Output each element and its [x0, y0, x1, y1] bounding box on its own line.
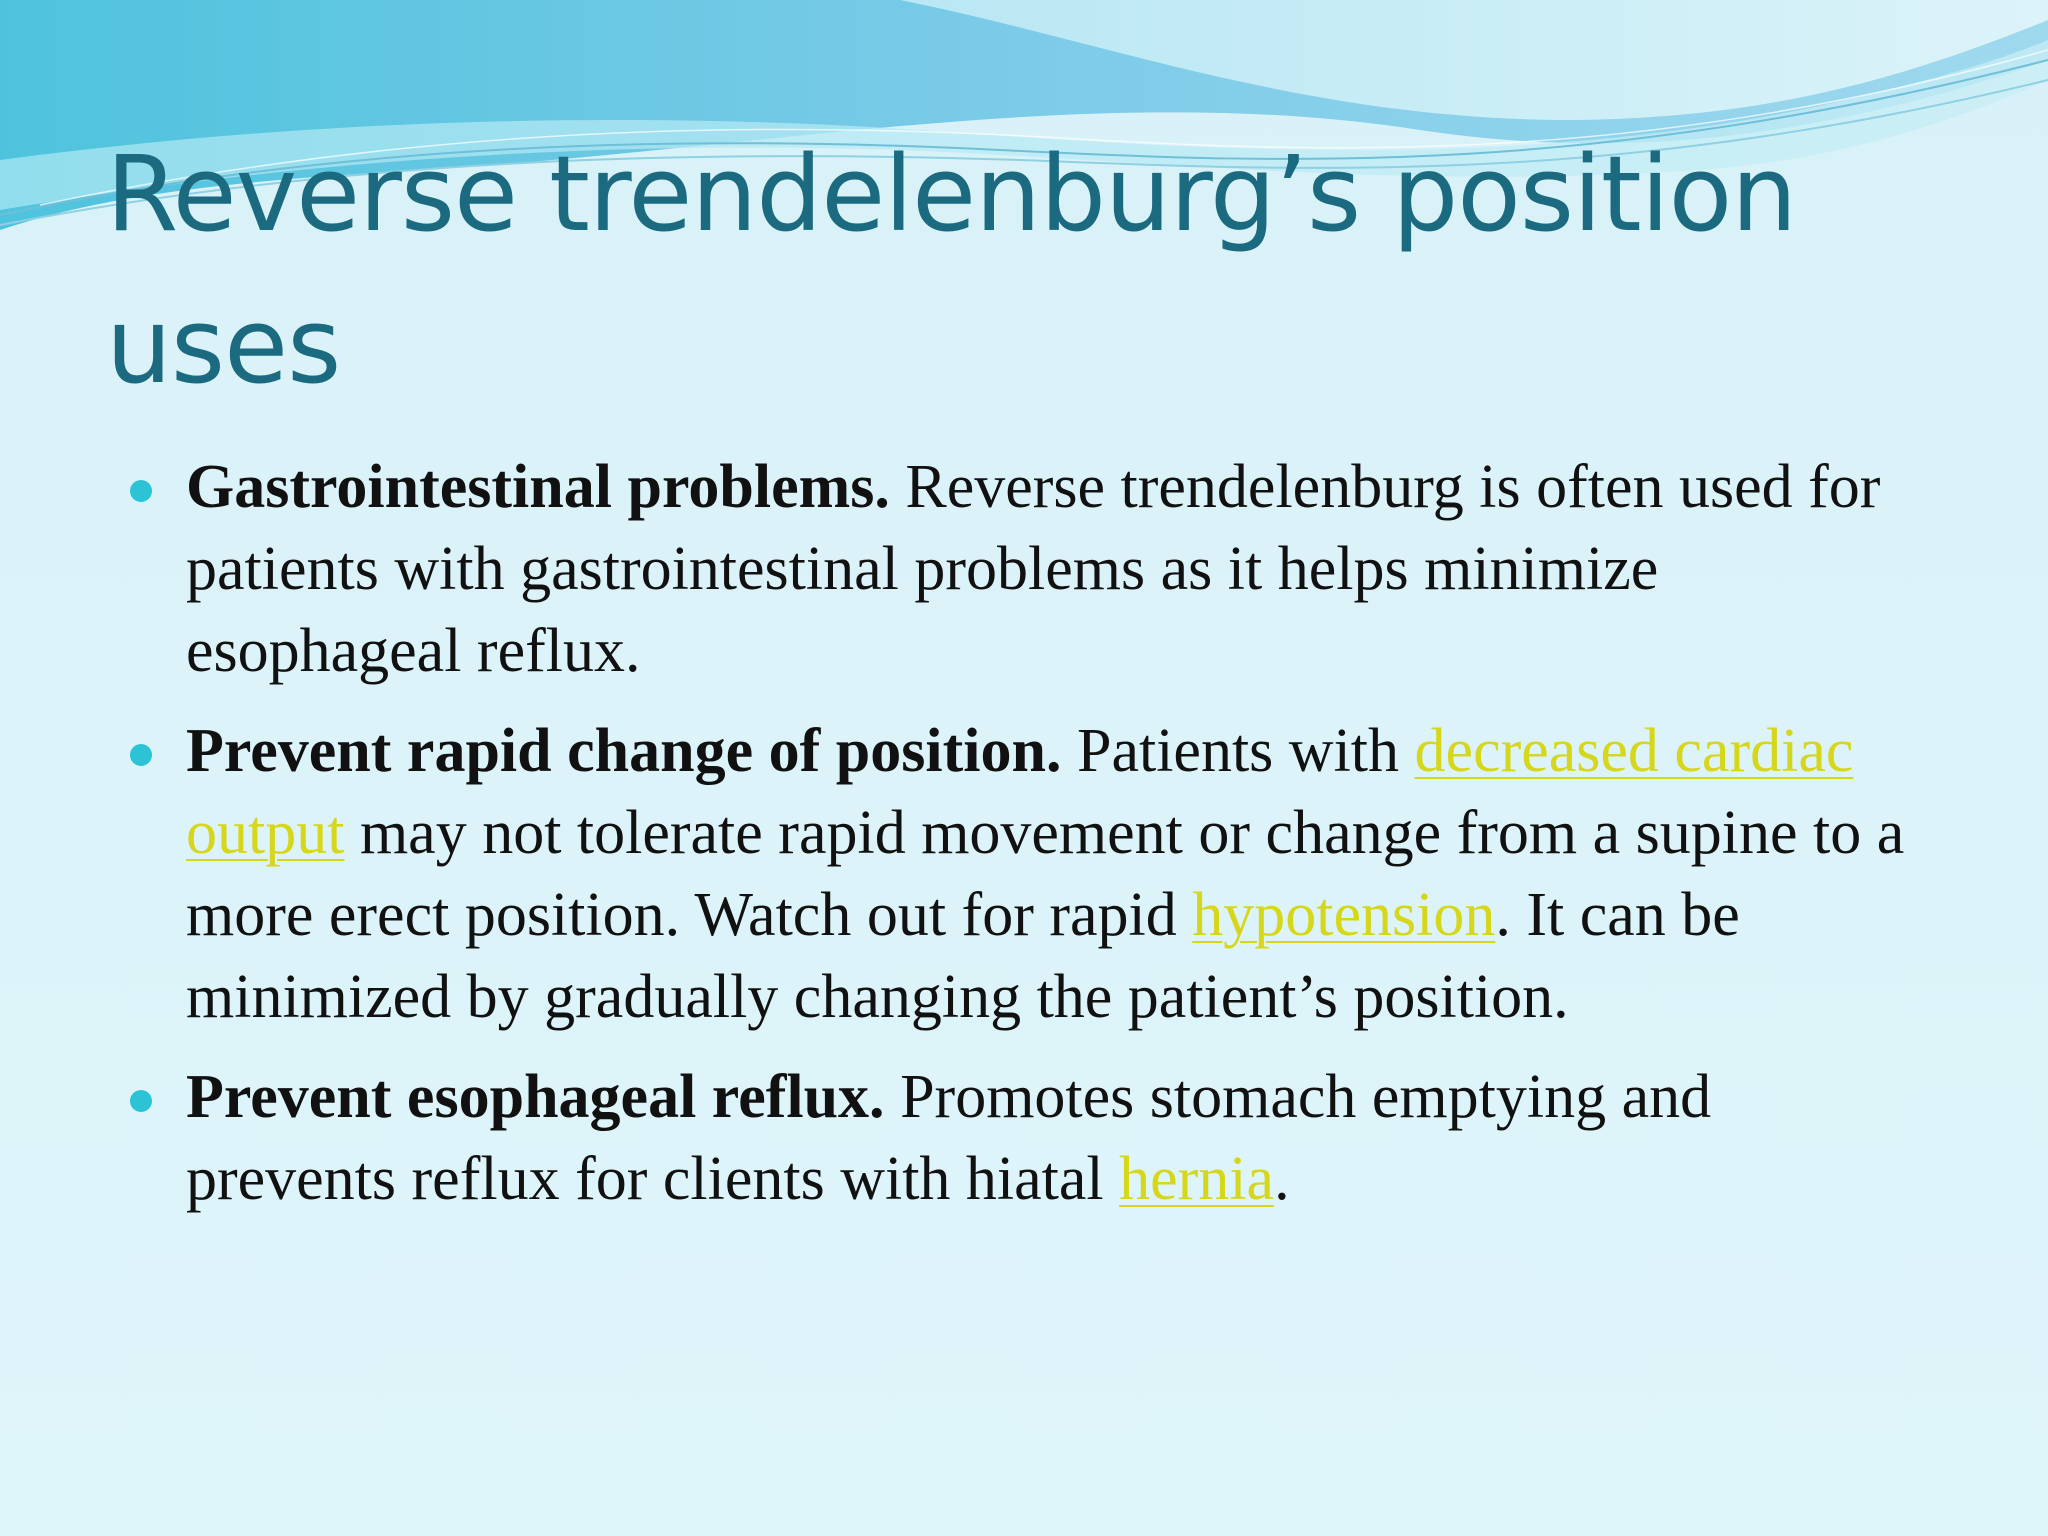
bullet-lead: Prevent esophageal reflux.	[186, 1063, 885, 1131]
bullet-item-rapid-change	[130, 710, 1930, 1038]
bullet-text: Patients with	[1061, 717, 1415, 785]
bullet-text: . It can be minimized by gradually changing the patient’s position.	[186, 881, 1740, 1031]
bullet-text: may not tolerate rapid movement or change from a supine to a more erect position. Watch out for rapid	[186, 799, 1905, 949]
bullet-dot-icon	[130, 480, 152, 502]
link-hypotension[interactable]: hypotension	[1192, 881, 1496, 949]
bullet-dot-icon	[130, 744, 152, 766]
bullet-lead: Prevent rapid change of position.	[186, 717, 1062, 785]
bullet-item-esophageal-reflux	[130, 1056, 1930, 1220]
bullet-text: Reverse trendelenburg is often used for patients with gastrointestinal problems as it helps minimize esophageal reflux.	[186, 453, 1881, 685]
bullet-text: Promotes stomach emptying and prevents reflux for clients with hiatal	[186, 1063, 1712, 1213]
slide-title: Reverse trendelenburg’s position uses	[106, 133, 1797, 407]
bullet-lead: Gastrointestinal problems.	[186, 453, 890, 521]
bullet-list	[130, 446, 1930, 1238]
bullet-item-gastrointestinal	[130, 446, 1930, 692]
link-decreased-cardiac-output[interactable]: decreased cardiac output	[186, 717, 1854, 867]
link-hernia[interactable]: hernia	[1119, 1145, 1275, 1213]
bullet-text: .	[1274, 1145, 1290, 1213]
bullet-dot-icon	[130, 1090, 152, 1112]
